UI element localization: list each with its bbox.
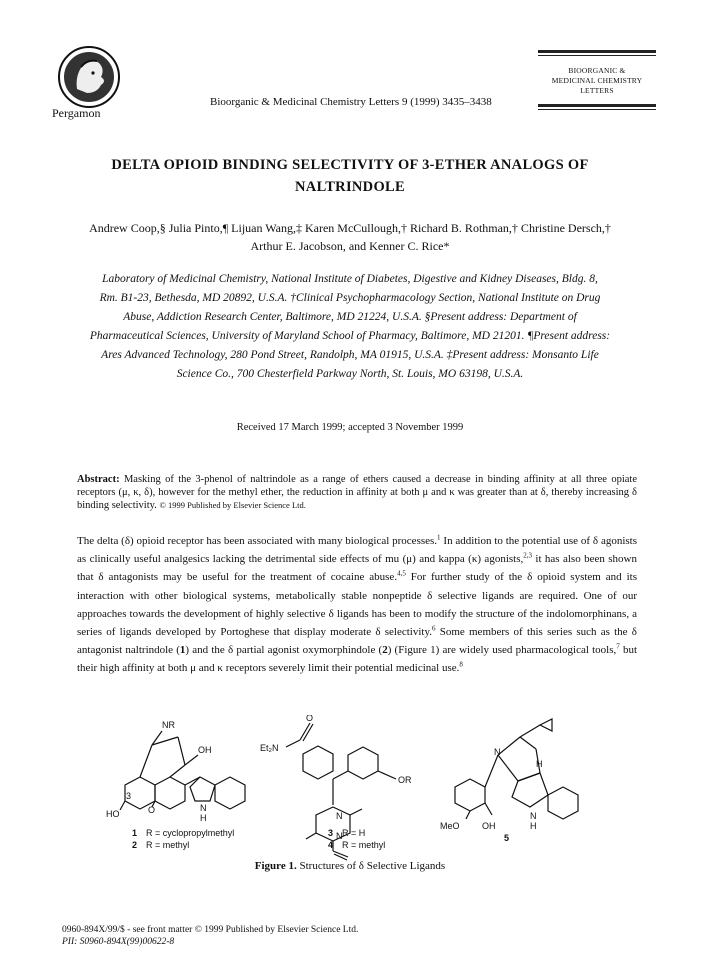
label-meo: MeO (440, 821, 460, 831)
reference-marker: 4,5 (397, 569, 406, 578)
compound-number: 2 (132, 840, 138, 850)
label-oh: OH (198, 745, 212, 755)
journal-citation: Bioorganic & Medicinal Chemistry Letters 9 (1999) 3435–3438 (210, 96, 492, 108)
reference-marker: 6 (431, 624, 436, 633)
masthead-rule-top-thin (538, 55, 656, 56)
abstract-text: Masking of the 3-phenol of naltrindole as a range of ethers caused a decrease in binding affinity at all three opiate receptors (μ, κ, δ), however for the methyl ether, the reduction in affinity at both μ and κ was greater than at δ, thereby increasing δ binding selectivity. (77, 474, 637, 511)
page-footer (62, 924, 358, 948)
label-et2n: Et₂N (260, 743, 279, 753)
compound-ref: 1 (179, 644, 186, 657)
paper-title (60, 154, 640, 198)
label-h-indole: H (530, 821, 537, 831)
body-sentence: For further study of the δ opioid system and its interaction with other biological systems, metabolically stable nonpeptide δ selective ligands are required. One of our approaches towards the development of highly selective δ ligands has been to modify the structure of the indolomorphinans, a series of ligands developed by Portoghese that display moderate δ selectivity. (77, 571, 638, 639)
masthead-rule-bottom-thin (538, 109, 656, 110)
label-h: H (200, 813, 207, 823)
affil-line: Rm. B1-23, Bethesda, MD 20892, U.S.A. †Clinical Psychopharmacology Section, National Institute on Drug (99, 292, 601, 304)
compound-number: 5 (504, 833, 510, 843)
label-n-allyl: N (336, 831, 343, 841)
label-n-struct5: N (494, 747, 501, 757)
body-paragraph (77, 532, 637, 678)
compound-substituent: R = methyl (146, 840, 190, 850)
label-or: OR (398, 775, 412, 785)
reference-marker: 2,3 (523, 551, 532, 560)
affil-line: Abuse, Addiction Research Center, Baltimore, MD 21224, U.S.A. §Present address: Department of (123, 311, 577, 323)
footer-pii: PII: S0960-894X(99)00622-8 (62, 937, 175, 947)
journal-name-line2: MEDICINAL CHEMISTRY (551, 76, 643, 85)
label-ho: HO (106, 809, 120, 819)
received-dates: Received 17 March 1999; accepted 3 November 1999 (236, 422, 464, 433)
label-oh-struct5: OH (482, 821, 496, 831)
label-position-3: 3 (126, 791, 132, 801)
affil-line: Pharmaceutical Sciences, University of Maryland School of Pharmacy, Baltimore, MD 21201. ¶Present address: (89, 330, 611, 342)
masthead-rule-top (538, 50, 656, 53)
body-sentence: In addition to the potential use of δ agonists as clinically useful analgesics lacking the detrimental side effects of mu (μ) and kappa (κ) agonists, (77, 535, 637, 566)
affil-line: Science Co., 700 Chesterfield Parkway North, St. Louis, MO 63198, U.S.A. (176, 368, 524, 380)
publisher-name: Pergamon (52, 106, 101, 120)
title-line1: DELTA OPIOID BINDING SELECTIVITY OF 3-ETHER ANALOGS OF (111, 157, 589, 173)
label-n-indole: N (530, 811, 537, 821)
body-sentence: ) (Figure 1) are widely used pharmacological tools, (387, 644, 617, 657)
caption-text: Structures of δ Selective Ligands (296, 860, 446, 872)
label-n: N (200, 803, 207, 813)
affil-line: Ares Advanced Technology, 280 Pond Street, Randolph, MA 01915, U.S.A. ‡Present address: Monsanto Life (101, 349, 599, 361)
body-sentence: Some members of this series such as the δ antagonist naltrindole ( (77, 626, 637, 657)
abstract-copyright: © 1999 Published by Elsevier Science Ltd. (159, 500, 306, 510)
compound-substituent: R = H (342, 828, 366, 838)
reference-marker: 8 (459, 660, 463, 669)
author-list (60, 219, 640, 255)
compound-number: 4 (328, 840, 334, 850)
footer-copyright: 0960-894X/99/$ - see front matter © 1999 Published by Elsevier Science Ltd. (62, 925, 359, 935)
compound-number: 3 (328, 828, 334, 838)
figure-caption (60, 860, 640, 872)
structure-5 (455, 719, 578, 819)
body-sentence: it has also been shown that δ antagonists may be useful for the treatment of cocaine abuse. (77, 553, 638, 584)
abstract-label: Abstract: (77, 474, 120, 485)
reference-marker: 1 (437, 533, 441, 542)
journal-name (538, 66, 656, 96)
label-carbonyl-o: O (306, 715, 314, 723)
journal-name-line3: LETTERS (580, 86, 614, 95)
body-sentence: ) and the δ partial agonist oxymorphindole ( (185, 644, 383, 657)
compound-number: 1 (132, 828, 138, 838)
body-sentence: The delta (δ) opioid receptor has been associated with many biological processes. (77, 535, 438, 547)
label-h-struct5: H (536, 759, 543, 769)
structure-naltrindole (120, 731, 245, 810)
affiliations (62, 270, 638, 384)
body-sentence: but their high affinity at both μ and κ receptors severely limit their potential medicinal use. (77, 644, 638, 675)
label-nr: NR (162, 720, 175, 730)
reference-marker: 7 (616, 642, 620, 651)
compound-substituent: R = methyl (342, 840, 386, 850)
label-n-piperazine: N (336, 811, 343, 821)
publisher-logo (57, 45, 121, 109)
journal-name-line1: BIOORGANIC & (568, 66, 626, 75)
masthead-rule-bottom (538, 104, 656, 107)
title-line2: NALTRINDOLE (295, 179, 405, 195)
compound-substituent: R = cyclopropylmethyl (146, 828, 235, 838)
authors-line2: Arthur E. Jacobson, and Kenner C. Rice* (250, 239, 450, 253)
authors-line1: Andrew Coop,§ Julia Pinto,¶ Lijuan Wang,‡ Karen McCullough,† Richard B. Rothman,† Christine Dersch,† (89, 221, 611, 235)
journal-masthead (538, 50, 656, 110)
compound-ref: 2 (382, 644, 388, 657)
figure-structures (100, 715, 630, 865)
affil-line: Laboratory of Medicinal Chemistry, National Institute of Diabetes, Digestive and Kidney Diseases, Bldg. 8, (102, 273, 598, 285)
abstract (77, 474, 637, 513)
caption-label: Figure 1. (254, 860, 297, 872)
label-o: O (148, 805, 156, 815)
